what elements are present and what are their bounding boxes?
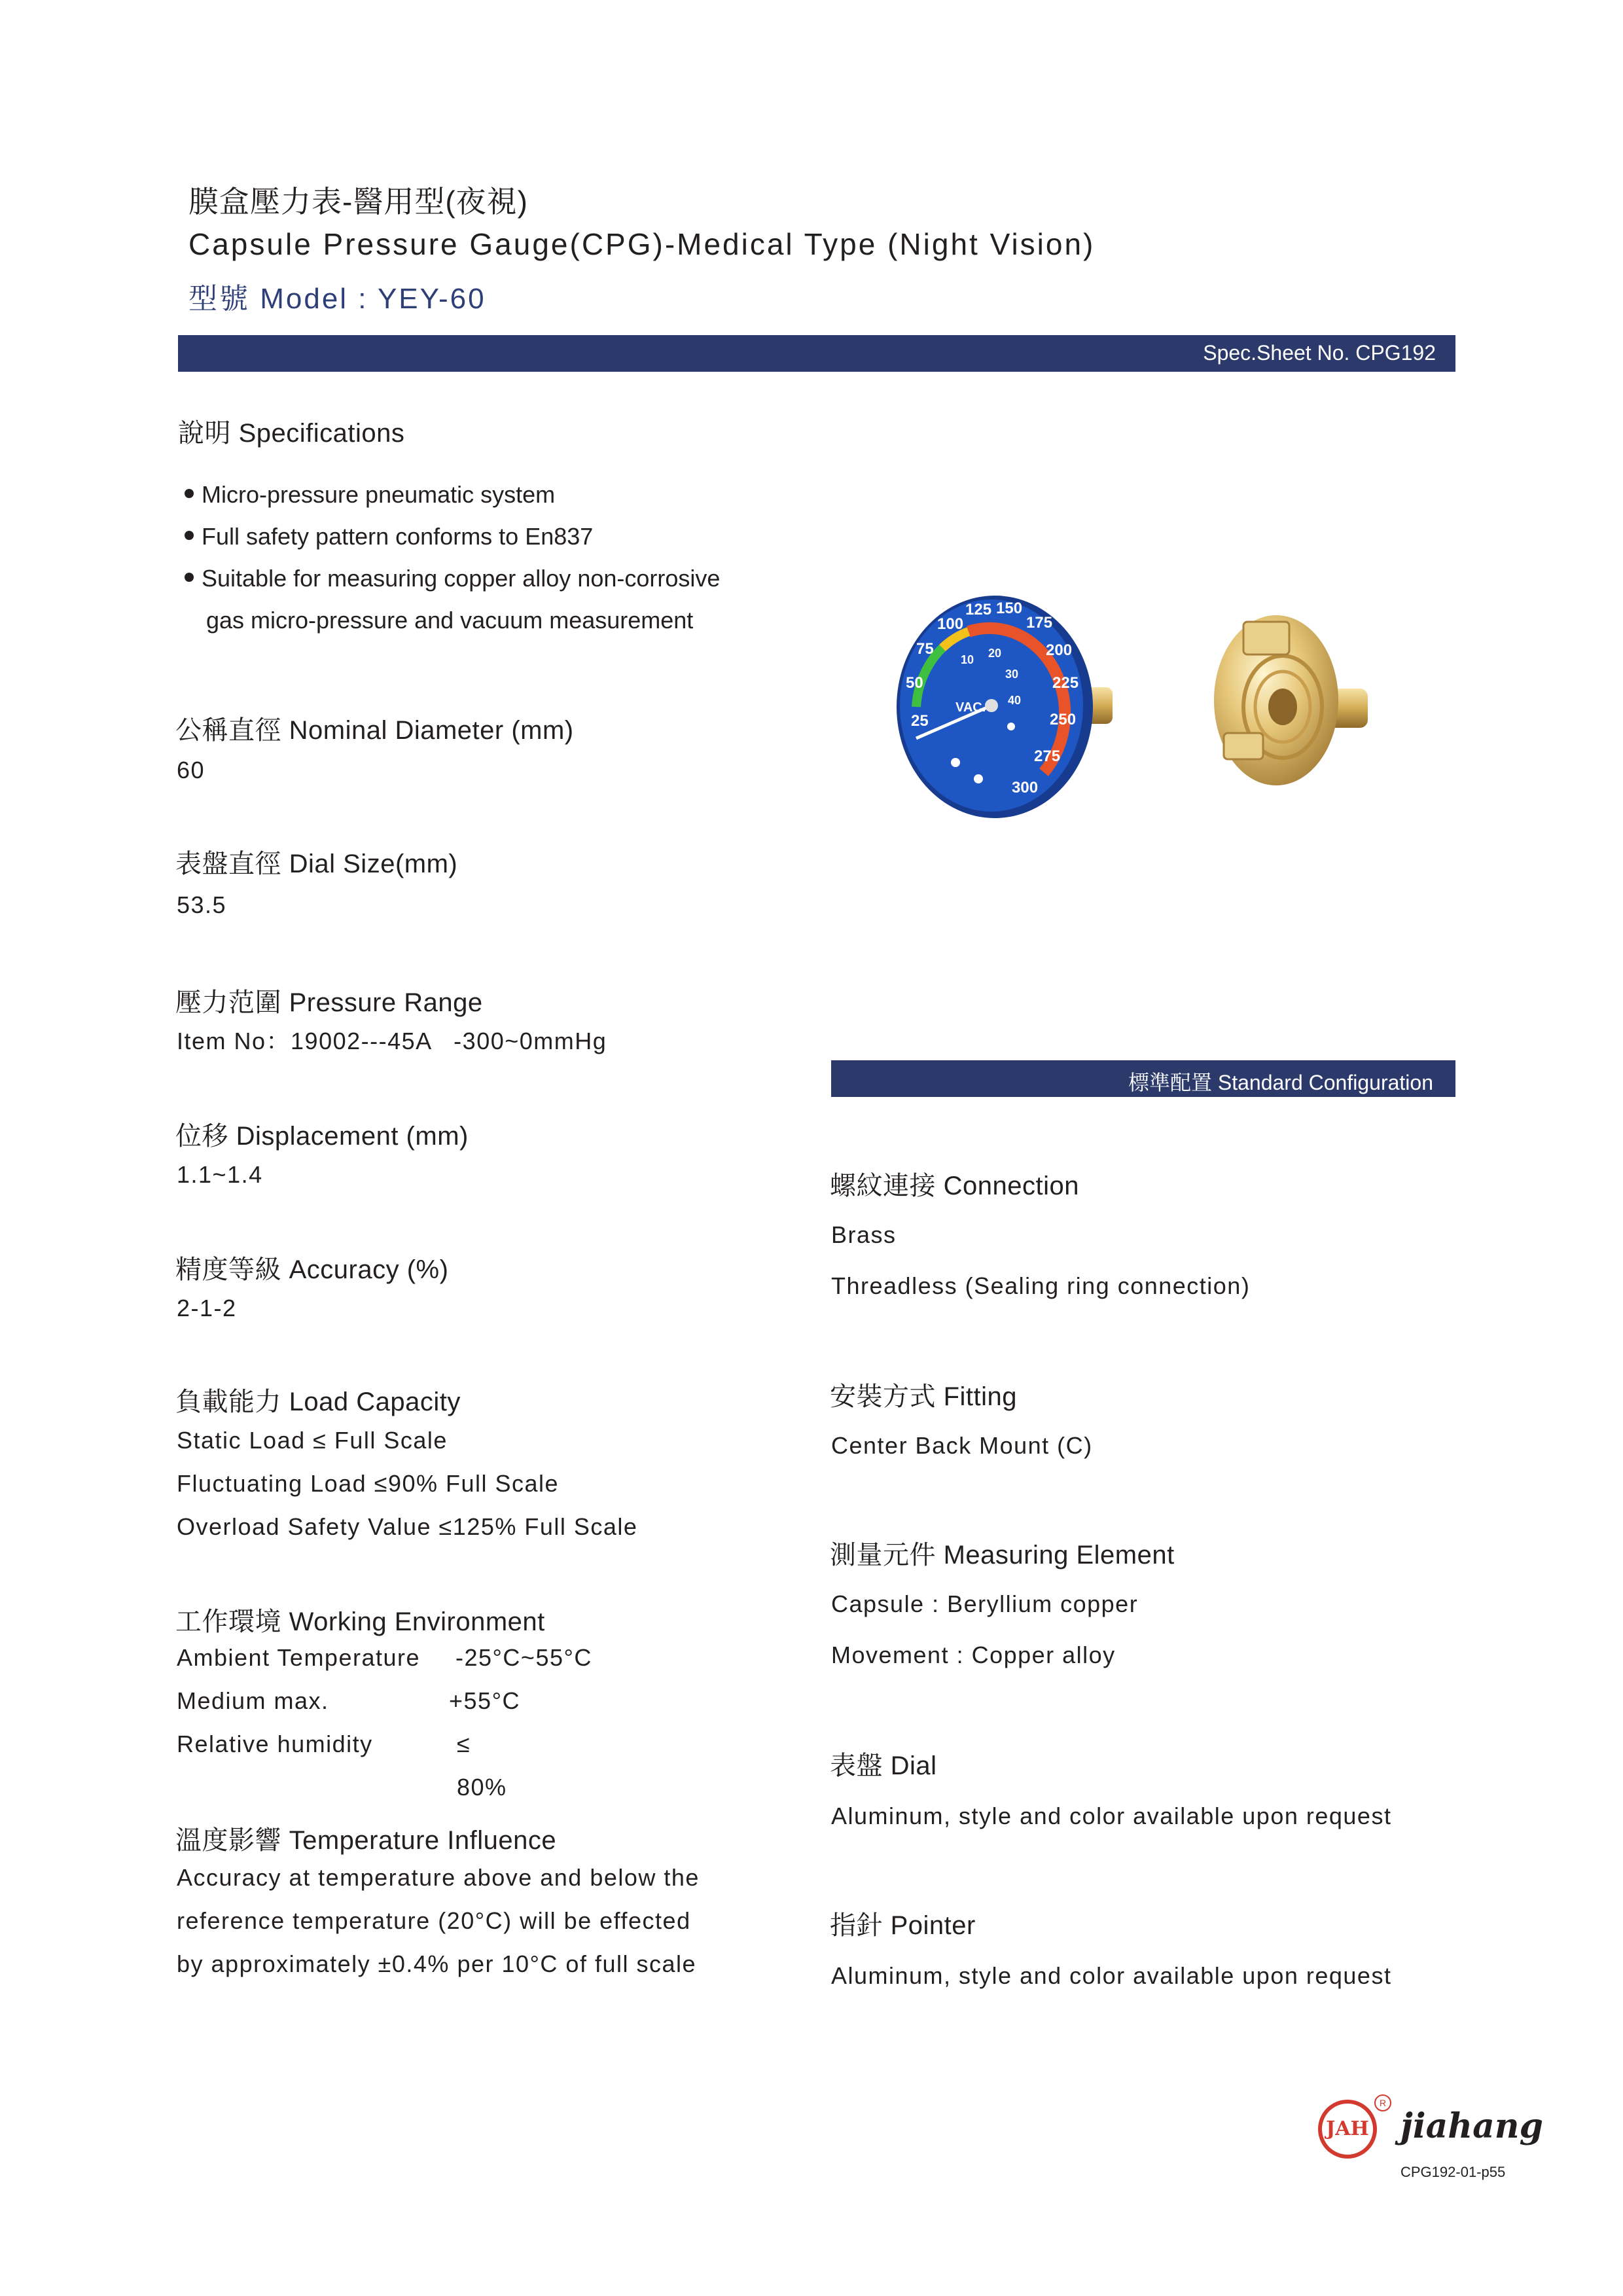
accuracy-heading: 精度等級 Accuracy (%): [175, 1255, 449, 1284]
title-en: Capsule Pressure Gauge(CPG)-Medical Type (Night Vision): [188, 227, 1096, 261]
pressure-range-value: Item No：19002---45A -300~0mmHg: [177, 1028, 607, 1054]
inner-scale-label: 30: [1005, 668, 1019, 681]
inner-scale-label: 40: [1008, 694, 1022, 707]
load-capacity-heading: 負載能力 Load Capacity: [175, 1388, 461, 1416]
list-item: Static Load ≤ Full Scale: [177, 1427, 448, 1454]
list-item: Full safety pattern conforms to En837: [185, 516, 720, 558]
working-environment-heading: 工作環境 Working Environment: [175, 1607, 545, 1636]
standard-configuration-bar: [831, 1060, 1455, 1097]
scale-label: 100: [937, 615, 964, 633]
measuring-element-values: Capsule : Beryllium copper Movement : Copper alloy: [831, 1590, 1139, 1668]
registered-mark-icon: R: [1374, 2094, 1391, 2111]
displacement-heading: 位移 Displacement (mm): [175, 1122, 469, 1151]
document-code: CPG192-01-p55: [1400, 2164, 1506, 2180]
dial-value: Aluminum, style and color available upon request: [831, 1803, 1392, 1829]
inner-scale-label: 20: [988, 647, 1002, 660]
temperature-influence-heading: 溫度影響 Temperature Influence: [175, 1826, 557, 1855]
specifications-heading: 說明 Specifications: [178, 419, 405, 448]
bullet-icon: [185, 531, 194, 540]
dial-unit-label: VAC.: [955, 700, 986, 715]
inner-scale-label: 10: [961, 653, 974, 666]
pressure-range-heading: 壓力范圍 Pressure Range: [175, 988, 483, 1017]
gauge-scale-labels: [877, 576, 1139, 838]
bullet-icon: [185, 489, 194, 498]
model-line: [188, 275, 486, 317]
fitting-value: Center Back Mount (C): [831, 1432, 1093, 1459]
accuracy-value: 2-1-2: [177, 1295, 237, 1321]
title-zh: 膜盒壓力表-醫用型(夜視): [188, 185, 528, 219]
list-item: Micro-pressure pneumatic system: [185, 474, 720, 516]
nominal-diameter-heading: 公稱直徑 Nominal Diameter (mm): [175, 716, 574, 745]
table-row: Medium max. +55°C: [177, 1687, 520, 1714]
standard-configuration-label: 標準配置 Standard Configuration: [1128, 1071, 1433, 1094]
list-item-continued: gas micro-pressure and vacuum measurement: [206, 607, 694, 634]
pointer-heading: 指針 Pointer: [830, 1911, 976, 1940]
displacement-value: 1.1~1.4: [177, 1161, 263, 1188]
scale-label: 25: [911, 712, 929, 730]
working-environment-table: [177, 1636, 592, 1801]
dial-size-value: 53.5: [177, 891, 227, 918]
scale-label: 300: [1012, 779, 1039, 797]
gauge-back-mechanism-image: [1214, 615, 1368, 785]
bullet-icon: [185, 573, 194, 582]
fitting-heading: 安裝方式 Fitting: [830, 1382, 1018, 1411]
measuring-element-heading: 測量元件 Measuring Element: [830, 1541, 1175, 1570]
scale-label: 200: [1046, 641, 1073, 659]
nominal-diameter-value: 60: [177, 757, 205, 783]
temperature-influence-text: Accuracy at temperature above and below the reference temperature (20°C) will be effected by approximately ±0.4% per 10°C of full scale: [177, 1864, 700, 1977]
scale-label: 250: [1050, 711, 1077, 728]
jiahang-logo-icon: JAH: [1318, 2100, 1377, 2159]
model-number: Model : YEY-60: [260, 283, 486, 315]
scale-label: 175: [1026, 614, 1053, 632]
scale-label: 75: [916, 640, 934, 658]
model-prefix: 型號: [188, 283, 250, 315]
list-item: Fluctuating Load ≤90% Full Scale: [177, 1470, 560, 1497]
connection-heading: 螺紋連接 Connection: [830, 1172, 1079, 1200]
spec-sheet-number: Spec.Sheet No. CPG192: [1203, 341, 1436, 365]
specifications-list: [185, 474, 720, 641]
scale-label: 50: [906, 674, 923, 692]
dial-size-heading: 表盤直徑 Dial Size(mm): [175, 850, 458, 878]
table-row: Relative humidity ≤ 80%: [177, 1731, 507, 1801]
scale-label: 275: [1034, 747, 1061, 765]
connection-values: Brass Threadless (Sealing ring connection): [831, 1221, 1251, 1299]
spec-sheet-bar: [178, 335, 1455, 372]
dial-heading: 表盤 Dial: [830, 1751, 937, 1780]
load-capacity-list: [177, 1419, 637, 1549]
table-row: Ambient Temperature -25°C~55°C: [177, 1644, 592, 1671]
scale-label: 150: [996, 600, 1023, 617]
list-item: Overload Safety Value ≤125% Full Scale: [177, 1513, 638, 1540]
pointer-value: Aluminum, style and color available upon request: [831, 1962, 1392, 1989]
list-item: Suitable for measuring copper alloy non-corrosive: [185, 558, 720, 600]
brand-name: jiahang: [1400, 2106, 1543, 2146]
scale-label: 225: [1052, 674, 1079, 692]
scale-label: 125: [965, 601, 992, 619]
